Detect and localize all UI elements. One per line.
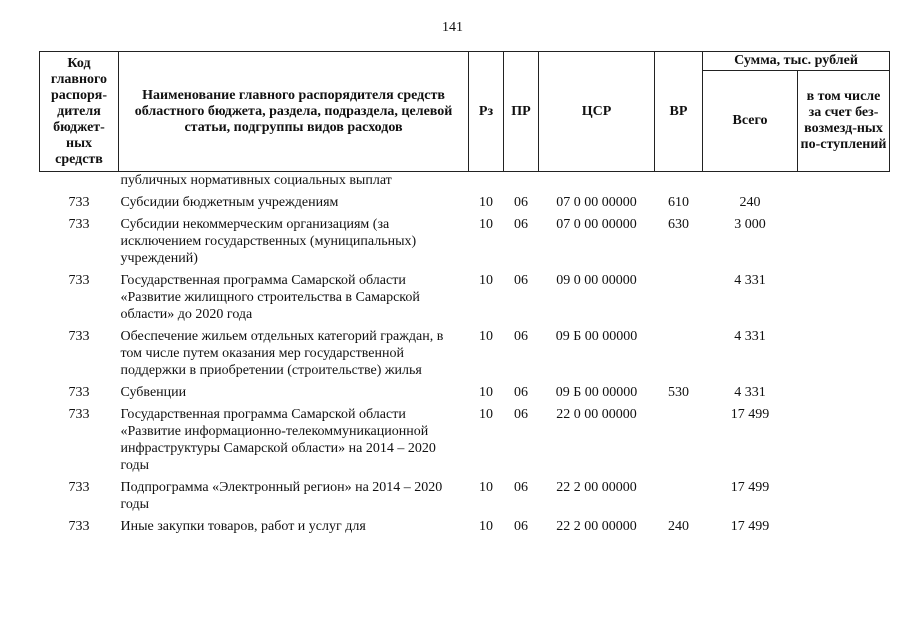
cell-code: 733 [68, 329, 90, 344]
cell-name: Субвенции [120, 385, 187, 400]
table-row-continuation [40, 172, 890, 195]
cell-rz: 10 [479, 385, 493, 400]
cell-pr: 06 [514, 195, 528, 210]
header-sum-group: Сумма, тыс. рублей [703, 52, 890, 71]
cell-csr: 22 2 00 00000 [556, 480, 637, 495]
table-row [40, 328, 890, 384]
cell-vr: 530 [668, 385, 689, 400]
cell-csr: 09 Б 00 00000 [555, 385, 638, 400]
cell-name: Субсидии бюджетным учреждениям [120, 195, 339, 210]
cell-gratis [798, 384, 890, 406]
cell-csr: 09 Б 00 00000 [555, 329, 638, 344]
cell-rz: 10 [479, 407, 493, 422]
header-csr: ЦСР [539, 52, 655, 172]
cell-vr [655, 479, 703, 518]
cell-name: Обеспечение жильем отдельных категорий граждан, в том числе путем оказания мер государственной поддержки в приобретении (строительстве) жилья [120, 329, 444, 378]
cell-gratis [798, 518, 890, 540]
cell-rz: 10 [479, 273, 493, 288]
cell-name: публичных нормативных социальных выплат [120, 173, 392, 188]
cell-rz: 10 [479, 519, 493, 534]
cell-total: 17 499 [730, 480, 770, 495]
cell-name: Государственная программа Самарской области «Развитие информационно-телекоммуникационной инфраструктуры Самарской области» на 2014 – 2020 годы [120, 407, 436, 473]
cell-vr: 610 [668, 195, 689, 210]
cell-gratis [798, 216, 890, 272]
table-row [40, 194, 890, 216]
table-row [40, 216, 890, 272]
cell-pr: 06 [514, 329, 528, 344]
header-code: Код главного распоря-дителя бюджет-ных средств [40, 52, 119, 172]
cell-total: 4 331 [734, 273, 766, 288]
cell-rz: 10 [479, 329, 493, 344]
cell-total: 3 000 [734, 217, 766, 232]
cell-code: 733 [68, 385, 90, 400]
table-row [40, 406, 890, 479]
cell-total: 4 331 [734, 329, 766, 344]
cell-name: Подпрограмма «Электронный регион» на 2014 – 2020 годы [120, 480, 443, 512]
cell-total: 240 [739, 195, 761, 210]
cell-vr [655, 406, 703, 479]
header-total: Всего [703, 71, 798, 172]
cell-code: 733 [68, 407, 90, 422]
cell-name: Иные закупки товаров, работ и услуг для [120, 519, 366, 534]
cell-gratis [798, 272, 890, 328]
cell-total: 17 499 [730, 519, 770, 534]
cell-csr: 22 2 00 00000 [556, 519, 637, 534]
table-row [40, 272, 890, 328]
cell-gratis [798, 479, 890, 518]
table-row [40, 518, 890, 540]
cell-gratis [798, 194, 890, 216]
header-vr: ВР [655, 52, 703, 172]
cell-pr: 06 [514, 385, 528, 400]
cell-pr: 06 [514, 519, 528, 534]
budget-table [39, 51, 890, 540]
cell-total: 17 499 [730, 407, 770, 422]
cell-vr: 630 [668, 217, 689, 232]
cell-code: 733 [68, 217, 90, 232]
cell-csr: 07 0 00 00000 [556, 195, 637, 210]
cell-code: 733 [68, 480, 90, 495]
cell-vr [655, 272, 703, 328]
header-name: Наименование главного распорядителя средств областного бюджета, раздела, подраздела, целевой статьи, подгруппы видов расходов [119, 52, 469, 172]
cell-gratis [798, 328, 890, 384]
cell-pr: 06 [514, 273, 528, 288]
cell-csr: 22 0 00 00000 [556, 407, 637, 422]
cell-code [40, 172, 119, 195]
cell-code: 733 [68, 519, 90, 534]
cell-code: 733 [68, 273, 90, 288]
cell-name: Государственная программа Самарской области «Развитие жилищного строительства в Самарской области» до 2020 года [120, 273, 420, 322]
cell-csr: 09 0 00 00000 [556, 273, 637, 288]
cell-csr: 07 0 00 00000 [556, 217, 637, 232]
header-rz: Рз [469, 52, 504, 172]
table-body [40, 172, 890, 541]
header-pr: ПР [504, 52, 539, 172]
cell-vr: 240 [668, 519, 689, 534]
header-gratis: в том числе за счет без-возмезд-ных по-ступлений [798, 71, 890, 172]
cell-pr: 06 [514, 217, 528, 232]
cell-name: Субсидии некоммерческим организациям (за исключением государственных (муниципальных) учреждений) [120, 217, 417, 266]
cell-total: 4 331 [734, 385, 766, 400]
cell-rz: 10 [479, 195, 493, 210]
cell-rz: 10 [479, 217, 493, 232]
cell-pr: 06 [514, 480, 528, 495]
cell-pr: 06 [514, 407, 528, 422]
cell-gratis [798, 406, 890, 479]
table-header [40, 52, 890, 172]
table-row [40, 384, 890, 406]
cell-rz: 10 [479, 480, 493, 495]
page-number: 141 [442, 20, 463, 35]
table-row [40, 479, 890, 518]
cell-vr [655, 328, 703, 384]
cell-code: 733 [68, 195, 90, 210]
